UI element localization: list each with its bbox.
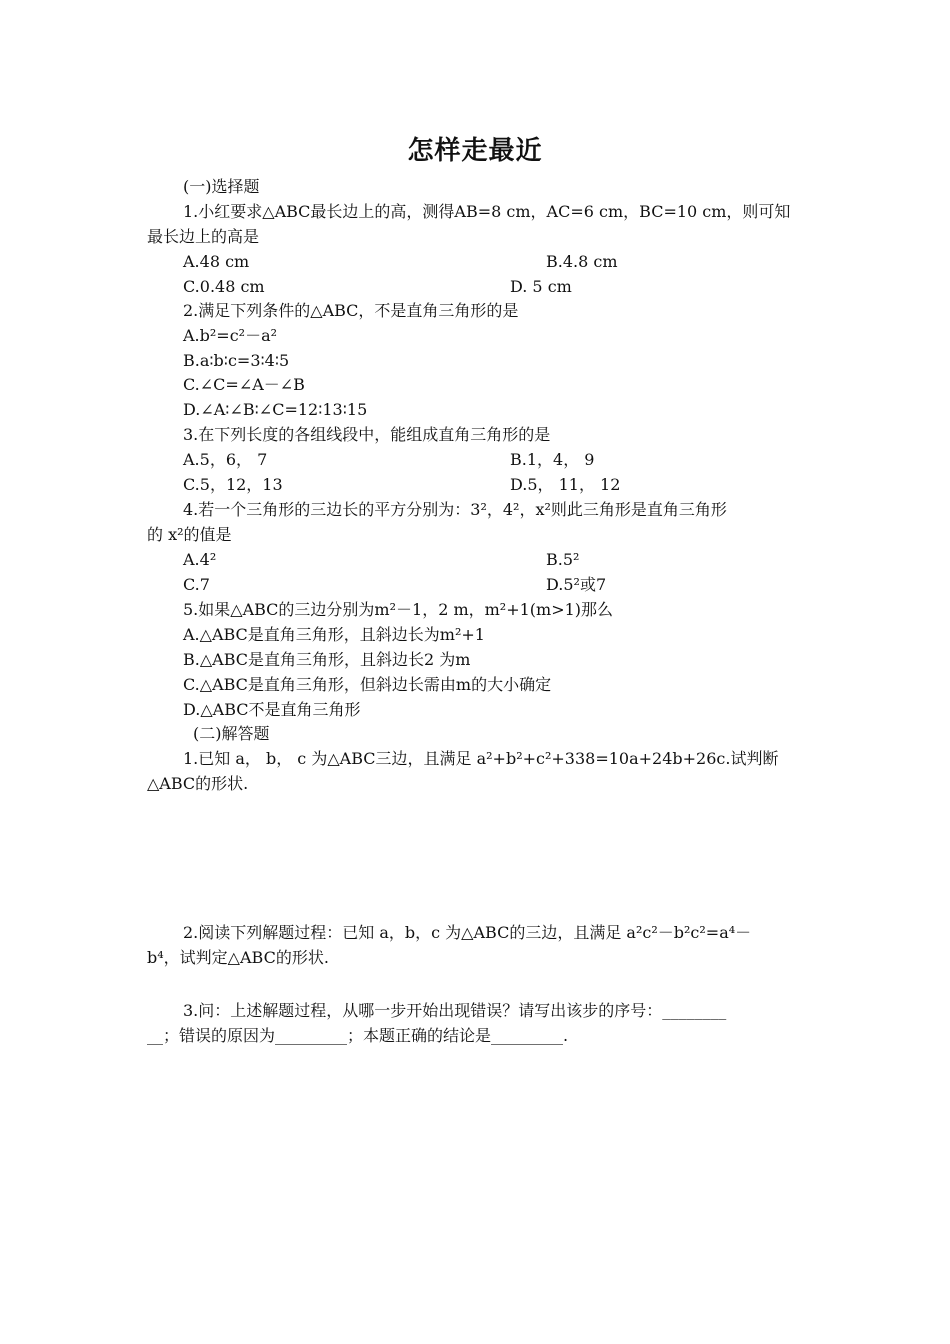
q5-option-b: B.△ABC是直角三角形，且斜边长2 为m — [183, 650, 471, 669]
q3-stem: 3.在下列长度的各组线段中，能组成直角三角形的是 — [183, 425, 551, 444]
p2-line1: 2.阅读下列解题过程：已知 a，b，c 为△ABC的三边，且满足 a²c²－b²c²=a⁴－ — [183, 923, 752, 942]
p3-line1: 3.问：上述解题过程，从哪一步开始出现错误？请写出该步的序号：________ — [183, 1001, 727, 1020]
q4-stem-line2: 的 x²的值是 — [147, 525, 232, 544]
q4-stem-line1: 4.若一个三角形的三边长的平方分别为：3²，4²，x²则此三角形是直角三角形 — [183, 500, 727, 519]
q5-option-d: D.△ABC不是直角三角形 — [183, 700, 361, 719]
q4-option-d: D.5²或7 — [546, 575, 607, 594]
q2-option-c: C.∠C=∠A－∠B — [183, 375, 305, 394]
q3-option-d: D.5， 11， 12 — [510, 475, 621, 494]
q4-option-b: B.5² — [546, 550, 580, 569]
q3-option-c: C.5，12，13 — [183, 475, 283, 494]
q1-option-a: A.48 cm — [183, 252, 250, 271]
q5-option-a: A.△ABC是直角三角形，且斜边长为m²+1 — [183, 625, 485, 644]
q1-stem-line1: 1.小红要求△ABC最长边上的高，测得AB=8 cm，AC=6 cm，BC=10 cm，则可知 — [183, 202, 791, 221]
q4-option-c: C.7 — [183, 575, 210, 594]
p3-line2: __；错误的原因为_________；本题正确的结论是_________. — [147, 1026, 569, 1045]
q1-option-c: C.0.48 cm — [183, 277, 265, 296]
q1-stem-line2: 最长边上的高是 — [147, 227, 260, 246]
q3-option-b: B.1，4， 9 — [510, 450, 595, 469]
page-title: 怎样走最近 — [407, 136, 543, 166]
q2-stem: 2.满足下列条件的△ABC，不是直角三角形的是 — [183, 301, 519, 320]
q5-option-c: C.△ABC是直角三角形，但斜边长需由m的大小确定 — [183, 675, 552, 694]
q4-option-a: A.4² — [183, 550, 217, 569]
q2-option-d: D.∠A∶∠B∶∠C=12∶13∶15 — [183, 400, 368, 419]
q2-option-b: B.a∶b∶c=3∶4∶5 — [183, 351, 290, 370]
q3-option-a: A.5，6， 7 — [183, 450, 268, 469]
section-choice-heading: (一)选择题 — [183, 177, 260, 196]
p1-line1: 1.已知 a， b， c 为△ABC三边，且满足 a²+b²+c²+338=10a+24b+26c.试判断 — [183, 749, 779, 768]
q1-option-d: D. 5 cm — [510, 277, 572, 296]
q1-option-b: B.4.8 cm — [546, 252, 618, 271]
p1-line2: △ABC的形状. — [147, 774, 249, 793]
q2-option-a: A.b²=c²－a² — [183, 326, 278, 345]
p2-line2: b⁴，试判定△ABC的形状. — [147, 948, 329, 967]
section-answer-heading: (二)解答题 — [193, 724, 270, 743]
q5-stem: 5.如果△ABC的三边分别为m²－1，2 m，m²+1(m>1)那么 — [183, 600, 614, 619]
